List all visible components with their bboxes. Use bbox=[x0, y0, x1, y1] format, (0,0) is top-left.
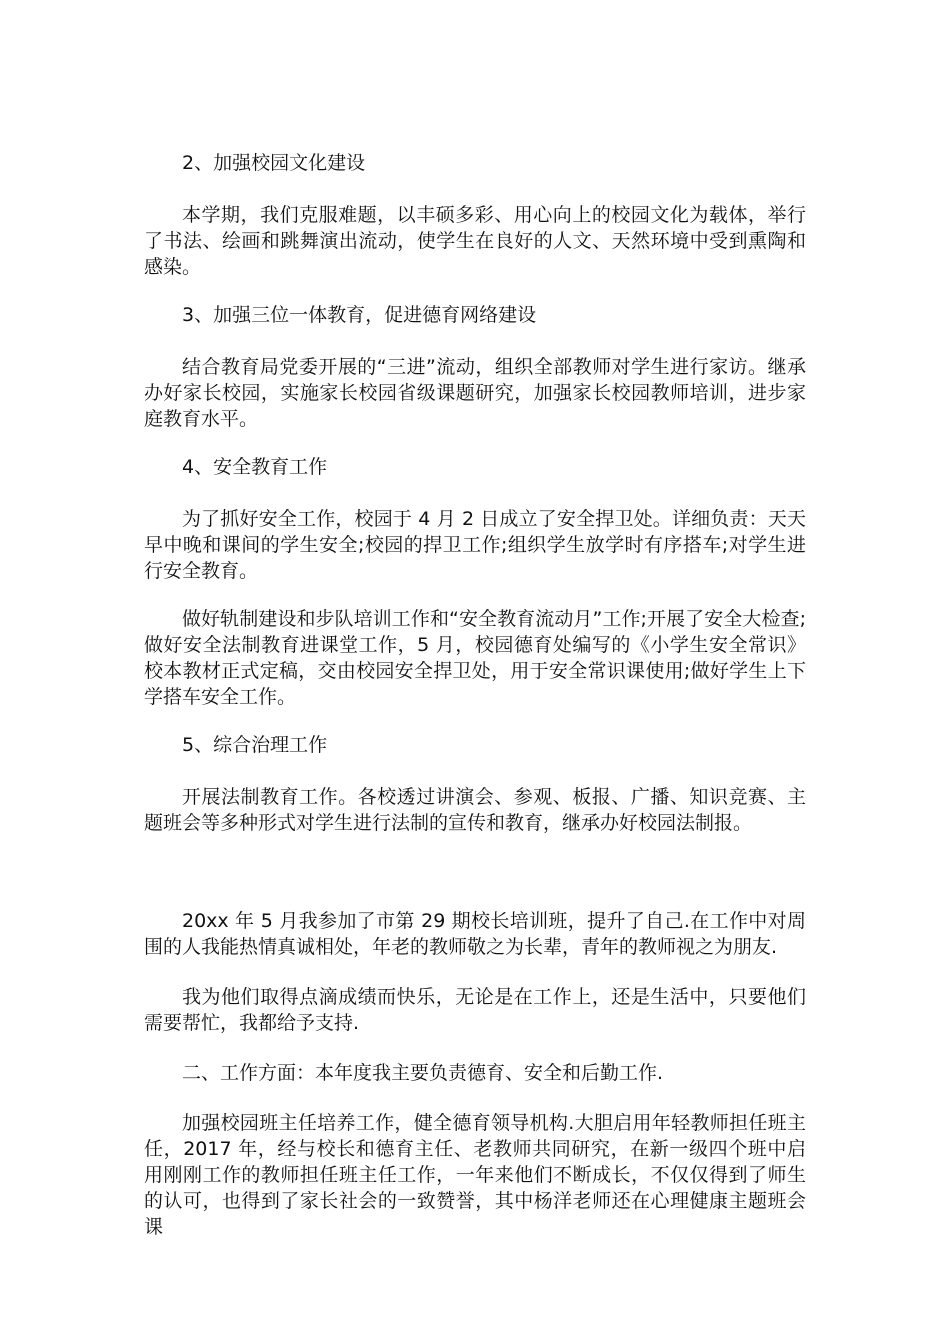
section-heading-work-aspects: 二、工作方面：本年度我主要负责德育、安全和后勤工作. bbox=[182, 1062, 664, 1084]
section-heading-campus-culture: 2、加强校园文化建设 bbox=[182, 152, 366, 174]
paragraph-safety-office: 为了抓好安全工作，校园于 4 月 2 日成立了安全捍卫处。详细负责：天天早中晚和课间的学生安全;校园的捍卫工作;组织学生放学时有序搭车;对学生进行安全教育。 bbox=[144, 508, 806, 582]
paragraph-support: 我为他们取得点滴成绩而快乐，无论是在工作上，还是生活中，只要他们需要帮忙，我都给予支持. bbox=[144, 986, 806, 1034]
paragraph-campus-culture: 本学期，我们克服难题，以丰硕多彩、用心向上的校园文化为载体，举行了书法、绘画和跳舞演出流动，使学生在良好的人文、天然环境中受到熏陶和感染。 bbox=[144, 204, 806, 278]
section-heading-comprehensive-governance: 5、综合治理工作 bbox=[182, 734, 328, 756]
paragraph-safety-activities: 做好轨制建设和步队培训工作和“安全教育流动月”工作;开展了安全大检查;做好安全法制教育进课堂工作，5 月，校园德育处编写的《小学生安全常识》校本教材正式定稿，交由校园安全捍卫处，用于安全常识课使用;做好学生上下学搭车安全工作。 bbox=[144, 608, 806, 708]
paragraph-legal-education: 开展法制教育工作。各校透过讲演会、参观、板报、广播、知识竞赛、主题班会等多种形式对学生进行法制的宣传和教育，继承办好校园法制报。 bbox=[144, 786, 806, 834]
paragraph-trinity-education: 结合教育局党委开展的“三进”流动，组织全部教师对学生进行家访。继承办好家长校园，实施家长校园省级课题研究，加强家长校园教师培训，进步家庭教育水平。 bbox=[144, 356, 806, 430]
paragraph-principal-training: 20xx 年 5 月我参加了市第 29 期校长培训班，提升了自己.在工作中对周围的人我能热情真诚相处，年老的教师敬之为长辈，青年的教师视之为朋友. bbox=[144, 910, 806, 958]
paragraph-class-teacher-training: 加强校园班主任培养工作，健全德育领导机构.大胆启用年轻教师担任班主任，2017 年，经与校长和德育主任、老教师共同研究，在新一级四个班中启用刚刚工作的教师担任班主任工作，一年来他们不断成长，不仅仅得到了师生的认可，也得到了家长社会的一致赞誉，其中杨洋老师还在心理健康主题班会课 bbox=[144, 1112, 806, 1238]
section-heading-trinity-education: 3、加强三位一体教育，促进德育网络建设 bbox=[182, 304, 537, 326]
section-heading-safety-education: 4、安全教育工作 bbox=[182, 456, 328, 478]
